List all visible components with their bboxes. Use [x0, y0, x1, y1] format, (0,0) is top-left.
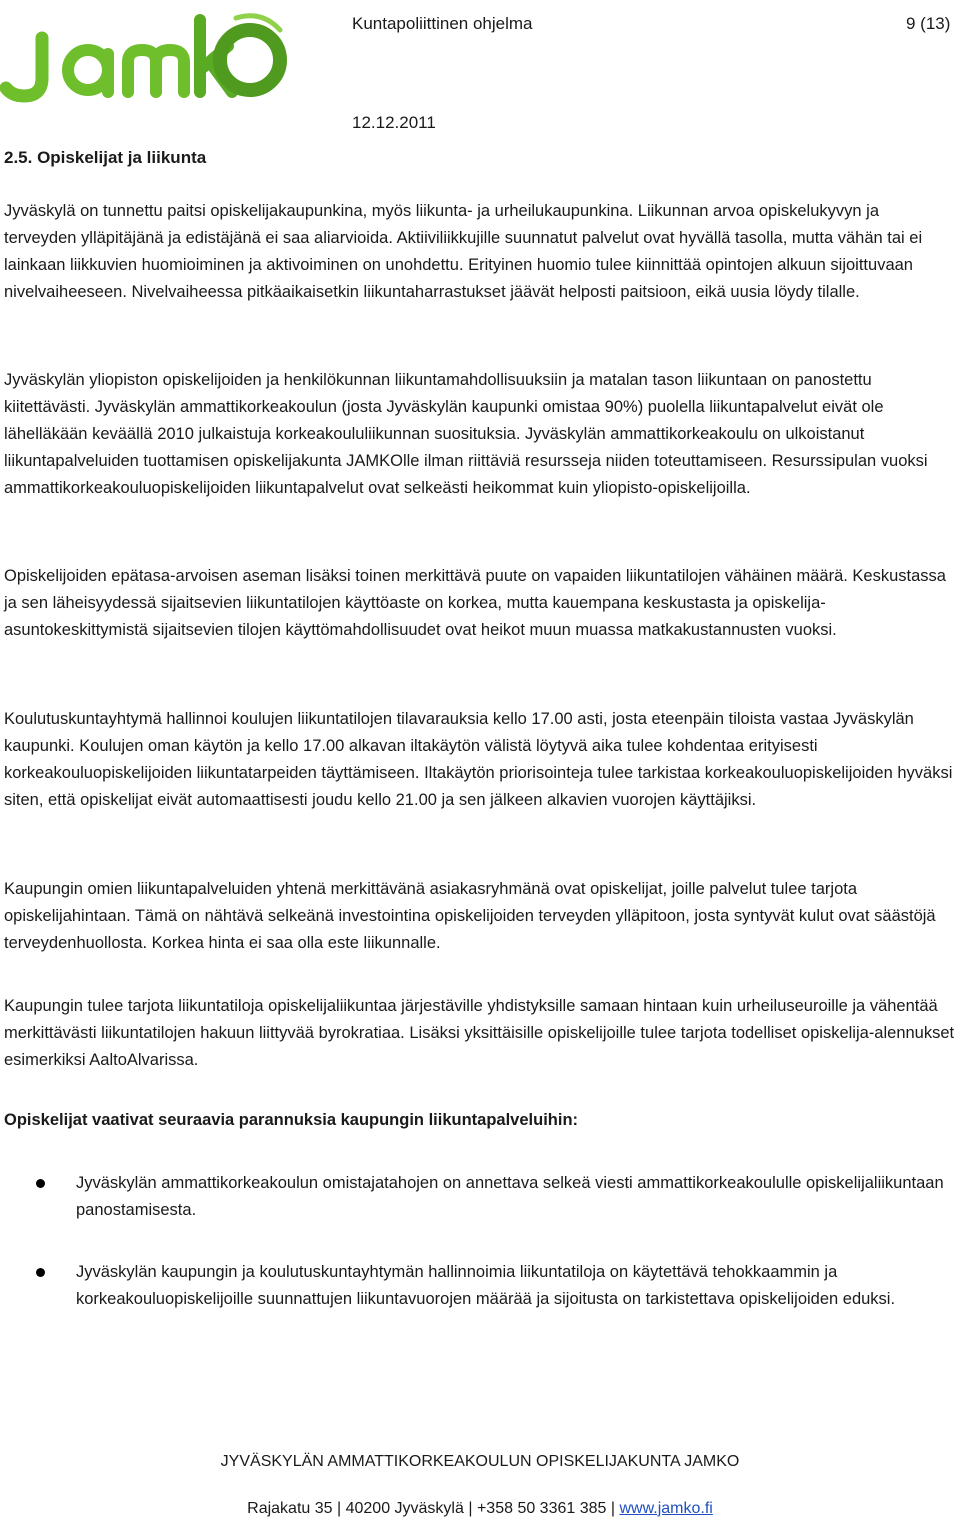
paragraph-5: Kaupungin omien liikuntapalveluiden yhtenä merkittävänä asiakasryhmänä ovat opiskelijat, joille palvelut tulee tarjota opiskelijahintaan. Tämä on nähtävä selkeänä investointina opiskelijoiden terveyden ylläpitoon, josta syntyvät kulut ovat säästöjä terveydenhuollosta. Korkea hinta ei saa olla este liikunnalle. [4, 880, 936, 952]
footer-postal: 40200 Jyväskylä [345, 1500, 464, 1517]
document-date: 12.12.2011 [352, 113, 436, 132]
paragraph-2: Jyväskylän yliopiston opiskelijoiden ja henkilökunnan liikuntamahdollisuuksiin ja matalan tason liikuntaan on panostettu kiitettävästi. Jyväskylän ammattikorkeakoulun (josta Jyväskylän kaupunki omistaa 90%) puolella liikuntapalvelut eivät ole lähelläkään keväällä 2010 julkaistuja korkeakoululiikunnan suosituksia. Jyväskylän ammattikorkeakoulu on ulkoistanut liikuntapalveluiden tuottamisen opiskelijakunta JAMKOlle ilman riittäviä resursseja niiden toteuttamiseen. Resurssipulan vuoksi ammattikorkeakouluopiskelijoiden liikuntapalvelut ovat selkeästi heikommat kuin yliopisto-opiskelijoilla. [4, 371, 928, 497]
paragraph-3: Opiskelijoiden epätasa-arvoisen aseman lisäksi toinen merkittävä puute on vapaiden liikuntatilojen vähäinen määrä. Keskustassa ja sen läheisyydessä sijaitsevien liikuntatilojen käyttöaste on korkea, mutta kauempana keskustasta ja opiskelija-asuntokeskittymistä sijaitsevien tilojen käyttömahdollisuudet ovat heikot muun muassa matkakustannusten vuoksi. [4, 567, 946, 639]
bullet-list-item [4, 1170, 956, 1224]
footer-separator: | [336, 1500, 346, 1517]
document-title: Kuntapoliittinen ohjelma [352, 14, 533, 33]
bullet-icon [36, 1268, 45, 1277]
footer-website-link[interactable]: www.jamko.fi [619, 1500, 713, 1517]
bullet-text: Jyväskylän kaupungin ja koulutuskuntayhtymän hallinnoimia liikuntatiloja on käytettävä tehokkaammin ja korkeakouluopiskelijoille suunnattujen liikuntavuorojen määrää ja sijoitusta on tarkistettava opiskelijoiden eduksi. [76, 1263, 896, 1308]
footer-contact [0, 1500, 960, 1518]
footer-organization: JYVÄSKYLÄN AMMATTIKORKEAKOULUN OPISKELIJAKUNTA JAMKO [220, 1453, 740, 1470]
footer-separator: | [610, 1500, 620, 1517]
bullet-text: Jyväskylän ammattikorkeakoulun omistajatahojen on annettava selkeä viesti ammattikorkeakoululle opiskelijaliikuntaan panostamisesta. [76, 1174, 944, 1219]
bullet-list-item [4, 1259, 956, 1313]
bullet-icon [36, 1179, 45, 1188]
section-heading: 2.5. Opiskelijat ja liikunta [4, 148, 207, 167]
jamko-logo-graphic [0, 0, 290, 135]
paragraph-4: Koulutuskuntayhtymä hallinnoi koulujen liikuntatilojen tilavarauksia kello 17.00 asti, josta eteenpäin tiloista vastaa Jyväskylän kaupunki. Koulujen oman käytön ja kello 17.00 alkavan iltakäytön välistä löytyvä aika tulee kohdentaa erityisesti korkeakouluopiskelijoiden liikuntatarpeiden täyttämiseen. Iltakäytön priorisointeja tulee tarkistaa korkeakouluopiskelijoiden hyväksi siten, että opiskelijat eivät automaattisesti joudu kello 21.00 ja sen jälkeen alkavien vuorojen käyttäjiksi. [4, 710, 953, 809]
paragraph-6: Kaupungin tulee tarjota liikuntatiloja opiskelijaliikuntaa järjestäville yhdistyksille samaan hintaan kuin urheiluseuroille ja vähentää merkittävästi liikuntatilojen hakuun liittyvää byrokratiaa. Lisäksi yksittäisille opiskelijoille tulee tarjota todelliset opiskelija-alennukset esimerkiksi AaltoAlvarissa. [4, 997, 955, 1069]
footer-separator: | [468, 1500, 477, 1517]
footer-address: Rajakatu 35 [247, 1500, 333, 1517]
demands-heading: Opiskelijat vaativat seuraavia parannuksia kaupungin liikuntapalveluihin: [4, 1111, 579, 1129]
footer-phone: +358 50 3361 385 [476, 1500, 607, 1517]
page-number: 9 (13) [906, 14, 951, 33]
paragraph-1: Jyväskylä on tunnettu paitsi opiskelijakaupunkina, myös liikunta- ja urheilukaupunkina. Liikunnan arvoa opiskelukyvyn ja terveyden ylläpitäjänä ja edistäjänä ei saa aliarvioida. Aktiiviliikkujille suunnatut palvelut ovat hyvällä tasolla, mutta vähän tai ei lainkaan liikkuvien huomioiminen ja aktivoiminen on unohdettu. Erityinen huomio tulee kiinnittää opintojen alkuun sijoittuvaan nivelvaiheeseen. Nivelvaiheessa pitkäaikaisetkin liikuntaharrastukset jäävät helposti paitsioon, eikä uusia löydy tilalle. [4, 202, 923, 301]
jamko-logo [0, 0, 290, 135]
